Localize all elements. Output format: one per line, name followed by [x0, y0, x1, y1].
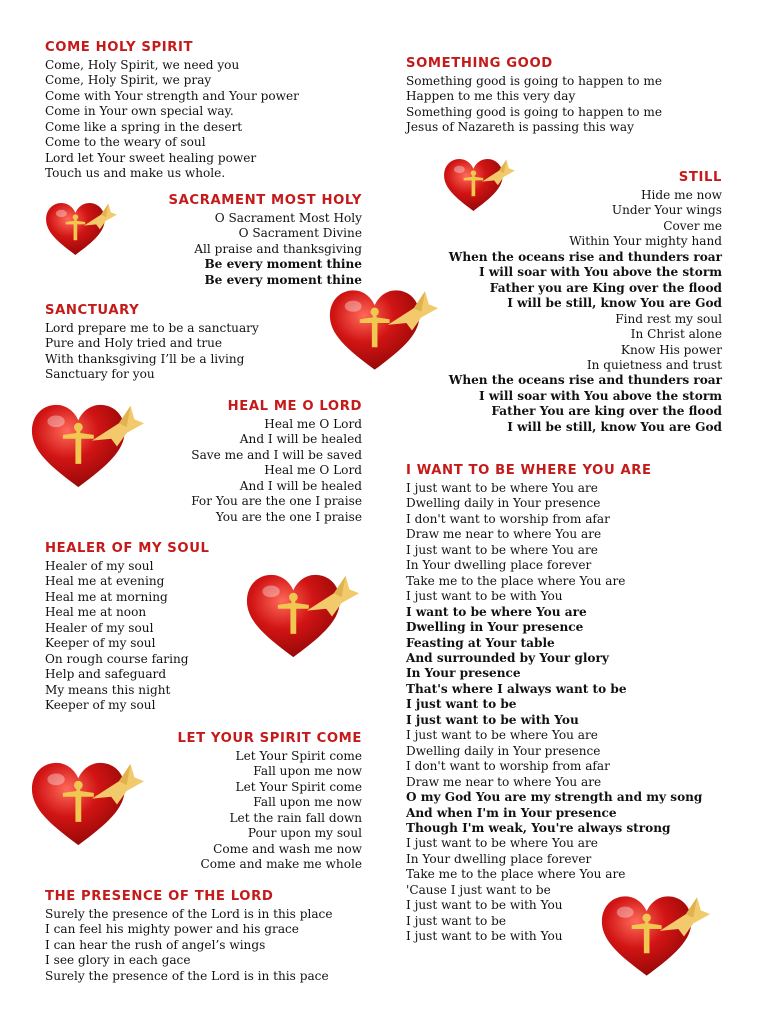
lyric-line: For You are the one I praise	[191, 494, 362, 509]
lyric-line: Fall upon me now	[253, 764, 362, 779]
lyric-line: When the oceans rise and thunders roar	[448, 373, 722, 388]
lyric-line: In Your dwelling place forever	[406, 558, 592, 573]
song-come-holy-spirit	[45, 40, 299, 182]
lyric-line: I just want to be where You are	[406, 836, 598, 851]
lyric-line: I just want to be where You are	[406, 481, 598, 495]
lyric-line: Pour upon my soul	[247, 826, 362, 841]
lyric-line: I will be still, know You are God	[507, 296, 722, 311]
lyric-line: And surrounded by Your glory	[406, 650, 609, 665]
lyric-line: Be every moment thine	[204, 272, 362, 287]
lyric-line: I don't want to worship from afar	[406, 759, 610, 774]
song-i-want-to-be-where-you-are	[406, 463, 702, 945]
lyric-line: I will soar with You above the storm	[478, 265, 722, 280]
lyric-line: Come, Holy Spirit, we pray	[45, 73, 212, 88]
lyric-line: 'Cause I just want to be	[406, 882, 551, 897]
lyric-line: Heal me at evening	[45, 574, 165, 589]
lyric-line: I just want to be with You	[406, 589, 563, 604]
song-title: HEALER OF MY SOUL	[45, 541, 210, 556]
lyric-line: Father you are King over the flood	[489, 280, 722, 295]
song-title: HEAL ME O LORD	[227, 399, 362, 414]
lyric-line: I just want to be where You are	[406, 542, 598, 557]
lyric-line: I will be still, know You are God	[507, 419, 722, 434]
lyric-line: My means this night	[45, 682, 171, 697]
lyric-line: I just want to be	[406, 697, 517, 712]
song-sacrament-most-holy	[169, 193, 362, 288]
lyric-line: Let the rain fall down	[229, 810, 362, 825]
lyric-line: Come with Your strength and Your power	[45, 88, 299, 103]
lyric-line: On rough course faring	[45, 651, 189, 666]
lyric-line: Know His power	[620, 342, 722, 357]
lyric-line: Draw me near to where You are	[406, 774, 602, 789]
lyric-line: Take me to the place where You are	[406, 573, 626, 588]
lyric-line: Something good is going to happen to me	[406, 104, 663, 119]
lyric-line: Happen to me this very day	[406, 89, 576, 104]
lyric-line: Healer of my soul	[45, 559, 154, 573]
lyric-line: Come in Your own special way.	[45, 104, 234, 119]
song-title: LET YOUR SPIRIT COME	[177, 731, 362, 746]
lyric-line: Come and make me whole	[200, 857, 362, 872]
song-sanctuary	[45, 303, 259, 383]
lyric-line: All praise and thanksgiving	[194, 241, 362, 256]
lyric-line: Jesus of Nazareth is passing this way	[406, 120, 634, 135]
song-title: STILL	[678, 170, 722, 185]
lyric-line: Something good is going to happen to me	[406, 74, 663, 88]
lyric-line: Heal me O Lord	[264, 463, 362, 478]
lyric-line: Dwelling daily in Your presence	[406, 743, 601, 758]
lyric-line: And I will be healed	[239, 478, 362, 493]
song-title: I WANT TO BE WHERE YOU ARE	[406, 463, 652, 478]
song-healer-of-my-soul	[45, 541, 210, 714]
lyric-line: In Your dwelling place forever	[406, 851, 592, 866]
lyric-line: And I will be healed	[239, 432, 362, 447]
lyric-line: Dwelling daily in Your presence	[406, 496, 601, 511]
lyric-line: When the oceans rise and thunders roar	[448, 249, 722, 264]
lyric-line: I just want to be with You	[406, 929, 563, 944]
heart-with-christ-and-dove-icon	[30, 758, 146, 850]
lyric-line: You are the one I praise	[215, 509, 362, 524]
lyric-line: Healer of my soul	[45, 620, 154, 635]
lyric-line: Lord let Your sweet healing power	[45, 150, 257, 165]
lyric-line: Let Your Spirit come	[235, 779, 362, 794]
lyric-line: O Sacrament Most Holy	[214, 211, 362, 225]
heart-with-christ-and-dove-icon	[328, 284, 440, 376]
lyric-line: Lord prepare me to be a sanctuary	[45, 321, 259, 335]
lyric-line: Keeper of my soul	[45, 698, 156, 713]
lyric-line: Hide me now	[640, 188, 722, 202]
lyric-line: Find rest my soul	[615, 311, 722, 326]
heart-with-christ-and-dove-icon	[600, 890, 712, 982]
song-title: COME HOLY SPIRIT	[45, 40, 194, 55]
lyric-line: Fall upon me now	[253, 795, 362, 810]
lyric-line: And when I'm in Your presence	[406, 805, 617, 820]
lyric-line: Though I'm weak, You're always strong	[406, 820, 671, 835]
lyric-line: Draw me near to where You are	[406, 527, 602, 542]
heart-with-christ-and-dove-icon	[44, 200, 119, 258]
heart-with-christ-and-dove-icon	[30, 400, 146, 492]
lyric-line: That's where I always want to be	[406, 681, 627, 696]
lyric-line: Come, Holy Spirit, we need you	[45, 58, 240, 72]
lyric-line: I just want to be where You are	[406, 728, 598, 743]
lyric-line: I don't want to worship from afar	[406, 511, 610, 526]
lyric-line: Save me and I will be saved	[191, 447, 362, 462]
song-title: SOMETHING GOOD	[406, 56, 553, 71]
song-something-good	[406, 56, 662, 136]
lyric-line: Help and safeguard	[45, 667, 167, 682]
lyric-line: I just want to be	[406, 913, 507, 928]
lyric-line: Sanctuary for you	[45, 367, 155, 382]
lyric-line: Heal me O Lord	[264, 417, 362, 431]
lyric-line: O my God You are my strength and my song	[406, 790, 703, 805]
lyric-line: Within Your mighty hand	[569, 234, 722, 249]
lyric-line: I want to be where You are	[406, 604, 587, 619]
lyric-line: Heal me at noon	[45, 605, 147, 620]
lyric-line: Heal me at morning	[45, 589, 168, 604]
song-title: SANCTUARY	[45, 303, 140, 318]
lyric-line: Under Your wings	[611, 203, 722, 218]
lyric-line: In Your presence	[406, 666, 521, 681]
song-presence-of-the-lord	[45, 889, 332, 984]
lyric-line: Pure and Holy tried and true	[45, 336, 223, 351]
lyric-line: In quietness and trust	[586, 357, 722, 372]
lyric-line: Be every moment thine	[204, 257, 362, 272]
song-let-your-spirit-come	[178, 731, 362, 873]
song-title: THE PRESENCE OF THE LORD	[45, 889, 274, 904]
lyric-line: Dwelling in Your presence	[406, 620, 584, 635]
lyric-line: Come to the weary of soul	[45, 135, 206, 150]
heart-with-christ-and-dove-icon	[442, 156, 517, 214]
heart-with-christ-and-dove-icon	[245, 570, 361, 662]
lyric-line: Take me to the place where You are	[406, 867, 626, 882]
lyric-line: Keeper of my soul	[45, 636, 156, 651]
lyric-line: Cover me	[663, 218, 722, 233]
lyric-line: I will soar with You above the storm	[478, 388, 722, 403]
song-heal-me-o-lord	[191, 399, 362, 525]
lyric-line: Feasting at Your table	[406, 635, 555, 650]
lyric-line: Touch us and make us whole.	[45, 166, 226, 181]
lyric-line: Come and wash me now	[213, 841, 362, 856]
lyric-line: I see glory in each gace	[45, 953, 191, 968]
lyric-line: Let Your Spirit come	[235, 749, 362, 763]
lyric-line: I just want to be with You	[406, 712, 579, 727]
lyric-line: With thanksgiving I’ll be a living	[45, 351, 245, 366]
lyric-line: Surely the presence of the Lord is in this pace	[45, 968, 329, 983]
song-title: SACRAMENT MOST HOLY	[168, 193, 362, 208]
lyric-line: O Sacrament Divine	[238, 226, 362, 241]
lyric-line: Surely the presence of the Lord is in this place	[45, 907, 333, 921]
lyric-line: I can hear the rush of angel’s wings	[45, 937, 266, 952]
lyric-line: I can feel his mighty power and his grace	[45, 922, 299, 937]
lyric-line: In Christ alone	[630, 327, 722, 342]
lyric-line: I just want to be with You	[406, 898, 563, 913]
lyric-line: Come like a spring in the desert	[45, 119, 243, 134]
lyric-line: Father You are king over the flood	[491, 404, 722, 419]
